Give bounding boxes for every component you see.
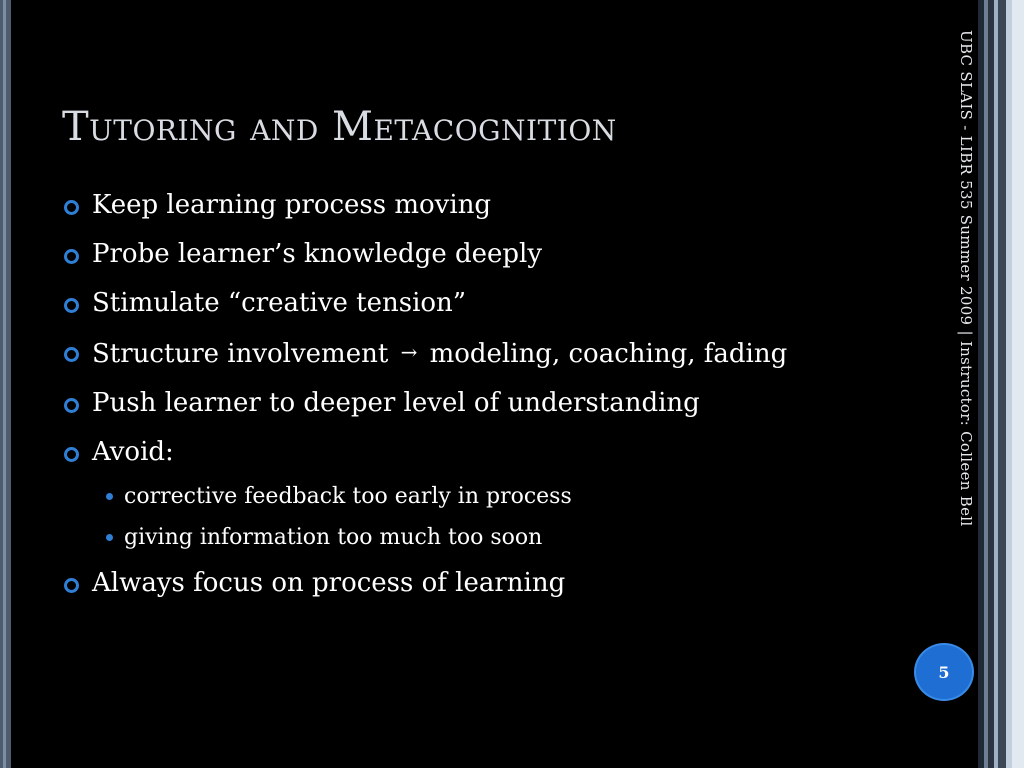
bullet-item xyxy=(62,284,862,323)
right-arrow-icon: → xyxy=(400,340,418,364)
bullet-item xyxy=(62,564,862,603)
slide-title: Tutoring and Metacognition xyxy=(62,104,617,150)
sub-bullet-text: giving information too much too soon xyxy=(124,525,543,550)
bullet-text: Always focus on process of learning xyxy=(92,568,566,598)
right-stripe-decoration xyxy=(978,0,1024,768)
ring-bullet-icon xyxy=(64,298,79,313)
bullet-text: Push learner to deeper level of understanding xyxy=(92,388,700,418)
ring-bullet-icon xyxy=(64,447,79,462)
page-number-badge: 5 xyxy=(914,643,974,701)
ring-bullet-icon xyxy=(64,578,79,593)
stripe xyxy=(998,0,1006,768)
bullet-list xyxy=(62,186,862,613)
sub-bullet-list xyxy=(92,480,862,554)
bullet-item xyxy=(62,333,862,374)
sub-bullet-text: corrective feedback too early in process xyxy=(124,484,572,509)
bullet-item xyxy=(62,384,862,423)
bullet-text: Keep learning process moving xyxy=(92,190,492,220)
ring-bullet-icon xyxy=(64,200,79,215)
bullet-text-before-arrow: Structure involvement xyxy=(92,339,389,369)
bullet-text: Probe learner’s knowledge deeply xyxy=(92,239,543,269)
stripe xyxy=(1012,0,1024,768)
course-caption: UBC SLAIS - LIBR 535 Summer 2009 | Instructor: Colleen Bell xyxy=(957,30,975,527)
bullet-item xyxy=(62,433,862,554)
bullet-text: Stimulate “creative tension” xyxy=(92,288,467,318)
bullet-text: Avoid: xyxy=(92,437,174,467)
ring-bullet-icon xyxy=(64,398,79,413)
bullet-text-after-arrow: modeling, coaching, fading xyxy=(429,339,788,369)
bullet-item xyxy=(62,186,862,225)
left-border xyxy=(0,0,11,768)
dot-bullet-icon xyxy=(106,493,113,500)
sub-bullet-item xyxy=(104,480,862,513)
sub-bullet-item xyxy=(104,521,862,554)
bullet-item xyxy=(62,235,862,274)
dot-bullet-icon xyxy=(106,534,113,541)
ring-bullet-icon xyxy=(64,347,79,362)
ring-bullet-icon xyxy=(64,249,79,264)
